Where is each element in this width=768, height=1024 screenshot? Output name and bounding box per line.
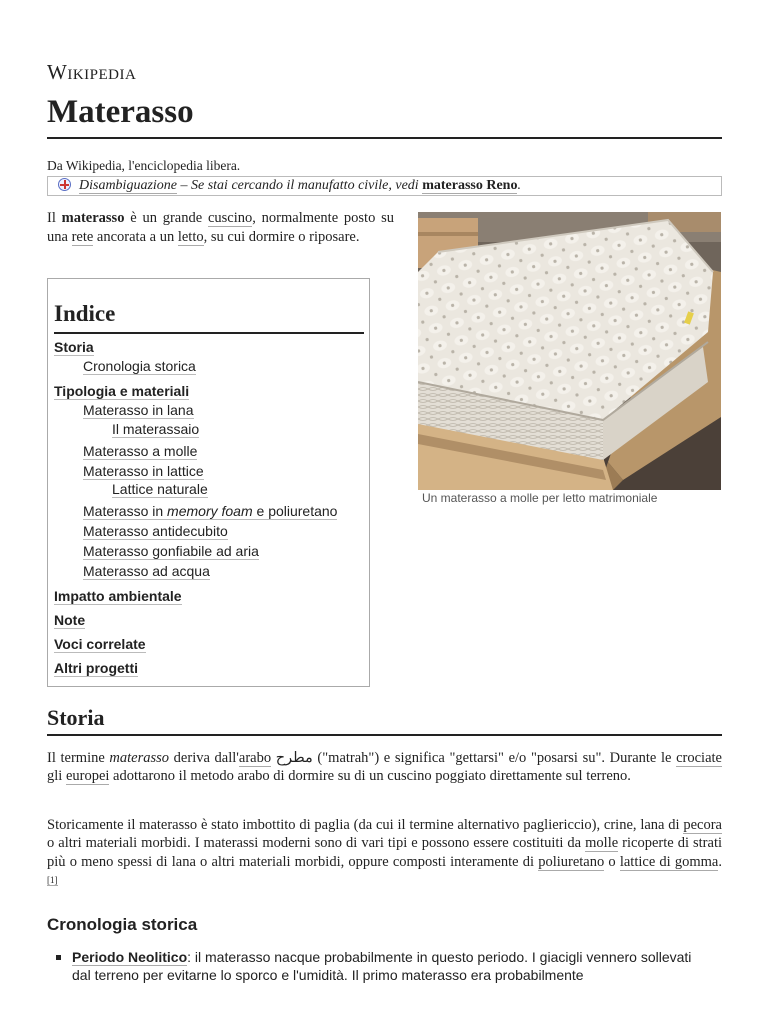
intro-text: , su cui dormire o riposare.: [203, 228, 360, 245]
toc-item-altri-progetti[interactable]: Altri progetti: [54, 660, 138, 676]
intro-text: è un grande: [124, 210, 208, 226]
toc-item-tipologia-e-materiali[interactable]: Tipologia e materiali: [54, 383, 190, 399]
page-title: Materasso: [47, 94, 194, 130]
toc-item-voci-correlate[interactable]: Voci correlate: [54, 636, 146, 652]
title-divider: [47, 137, 722, 139]
toc-divider: [54, 332, 364, 334]
molle-link[interactable]: molle: [585, 835, 619, 852]
mattress-image[interactable]: [418, 212, 721, 490]
section-divider: [47, 734, 722, 736]
table-of-contents: [47, 278, 370, 687]
crociate-link[interactable]: crociate: [676, 750, 722, 766]
intro-text: ancorata a un: [93, 228, 178, 245]
poliuretano-link[interactable]: poliuretano: [538, 853, 605, 870]
intro-paragraph: [47, 209, 394, 246]
intro-bold-term: materasso: [61, 210, 125, 226]
rete-link[interactable]: rete: [71, 228, 94, 245]
toc-item-cronologia-storica[interactable]: Cronologia storica: [83, 358, 196, 374]
section-heading-storia: Storia: [47, 705, 105, 730]
bullet-icon: [56, 955, 61, 960]
toc-item-materasso-in-lana[interactable]: Materasso in lana: [83, 402, 194, 418]
disambiguation-link[interactable]: Disambiguazione: [79, 178, 177, 193]
toc-item-note[interactable]: Note: [54, 612, 86, 628]
materasso-reno-link[interactable]: materasso Reno: [422, 178, 518, 193]
toc-item-materasso-antidecubito[interactable]: Materasso antidecubito: [83, 523, 228, 539]
cuscino-link[interactable]: cuscino: [207, 210, 253, 226]
section-heading-cronologia-storica: Cronologia storica: [47, 915, 198, 934]
toc-item-storia[interactable]: Storia: [54, 339, 94, 355]
toc-item-materasso-a-molle[interactable]: Materasso a molle: [83, 443, 198, 459]
toc-item-materasso-ad-acqua[interactable]: Materasso ad acqua: [83, 563, 210, 579]
storia-paragraph-1: Il termine materasso deriva dall'arabo مطرح ("matrah") e significa "gettarsi" e/o "posarsi su". Durante le crociate gli europei adottarono il metodo arabo di dormire su di un cuscino poggiato direttamente sul terreno.: [47, 750, 722, 785]
image-caption: Un materasso a molle per letto matrimoniale: [422, 491, 658, 505]
toc-item-materasso-gonfiabile[interactable]: Materasso gonfiabile ad aria: [83, 543, 259, 559]
arabo-link[interactable]: arabo: [238, 750, 272, 766]
wikipedia-logo[interactable]: Wikipedia: [47, 60, 137, 84]
toc-title: Indice: [54, 301, 116, 326]
hatnote-text: – Se stai cercando il manufatto civile, vedi: [177, 178, 423, 193]
lattice-di-gomma-link[interactable]: lattice di gomma: [619, 853, 719, 870]
list-item: Periodo Neolitico: il materasso nacque probabilmente in questo periodo. I giacigli vennero sollevati dal terreno per evitarne lo sporco e l'umidità. Il primo materasso era probabilmente: [72, 949, 692, 983]
hatnote-end: .: [517, 178, 521, 193]
toc-item-materasso-in-lattice[interactable]: Materasso in lattice: [83, 463, 204, 479]
europei-link[interactable]: europei: [65, 768, 110, 785]
intro-text: , normalmente posto su una: [47, 210, 395, 245]
mattress-photo: [418, 212, 721, 490]
storia-paragraph-2: Storicamente il materasso è stato imbottito di paglia (da cui il termine alternativo pagliericcio), crine, lana di pecora o altri materiali morbidi. I materassi moderni sono di vari tipi e possono essere costituiti da molle ricoperte di strati più o meno spessi di lana o altri materiali morbidi, oppure composti interamente di poliuretano o lattice di gomma.[1]: [47, 817, 722, 885]
disambiguation-hatnote: [47, 176, 722, 196]
intro-text: Il: [47, 210, 62, 226]
periodo-neolitico-link[interactable]: Periodo Neolitico: [72, 949, 188, 965]
toc-item-il-materassaio[interactable]: Il materassaio: [112, 421, 200, 437]
page-tagline: Da Wikipedia, l'enciclopedia libera.: [47, 158, 241, 173]
reference-1-link[interactable]: [1]: [47, 874, 58, 885]
toc-item-memory-foam[interactable]: Materasso in memory foam e poliuretano: [83, 503, 338, 519]
toc-item-impatto-ambientale[interactable]: Impatto ambientale: [54, 588, 182, 604]
letto-link[interactable]: letto: [177, 228, 204, 245]
toc-item-lattice-naturale[interactable]: Lattice naturale: [112, 481, 208, 497]
pecora-link[interactable]: pecora: [683, 817, 722, 833]
disambiguation-icon: [58, 178, 71, 191]
